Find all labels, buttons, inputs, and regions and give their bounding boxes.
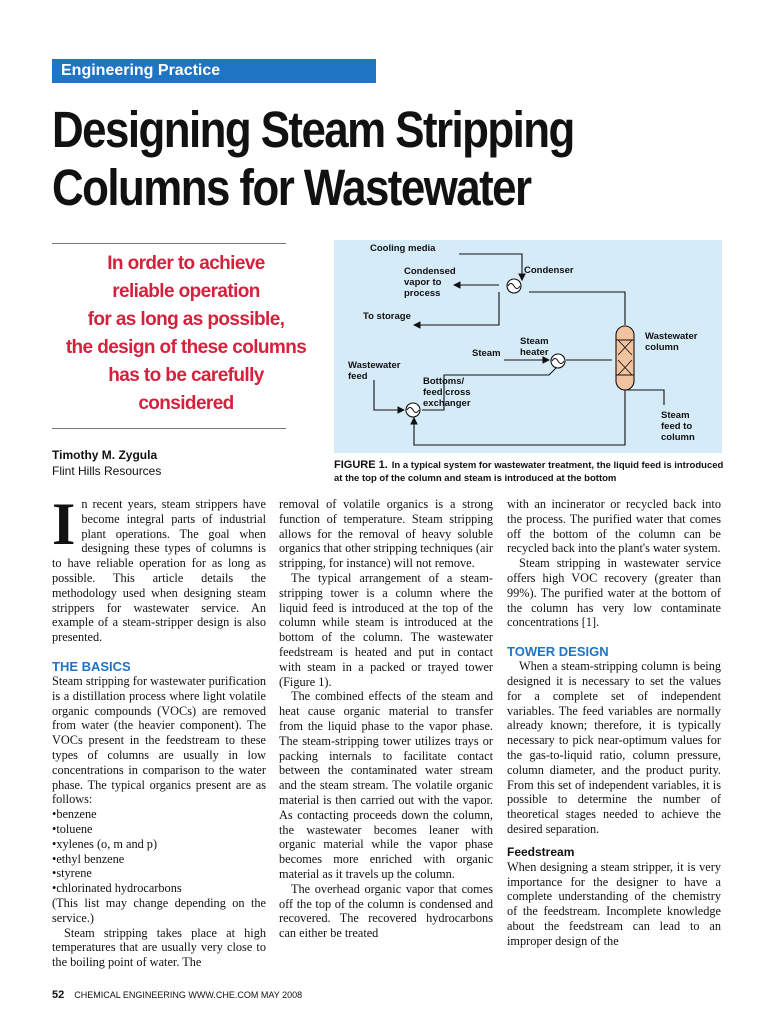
paragraph: with an incinerator or recycled back into the process. The purified water that comes off the bottom of the column can be recycled back into the plant's water system. bbox=[507, 497, 721, 556]
page-number: 52 bbox=[52, 989, 65, 1001]
paragraph: Steam stripping takes place at high temperatures that are usually very close to the boiling point of water. The bbox=[52, 925, 266, 970]
paragraph: removal of volatile organics is a strong function of temperature. Steam stripping allows for the removal of heavy soluble organics that other stripping techniques (air stripping, for instance) will not remove. bbox=[279, 497, 493, 571]
cooling-media-line bbox=[459, 254, 522, 280]
label-steam: Steam bbox=[472, 348, 501, 359]
paragraph: When a steam-stripping column is being designed it is necessary to set the values for a complete set of independent variables. The feed variables are normally already known; therefore, it is typically necessary to pick near-optimum values for the gas-to-liquid ratio, column pressure, column diameter, and the product purity. From this set of independent variables, it is possible to determine the number of theoretical stages needed to achieve the desired separation. bbox=[507, 659, 721, 836]
figure-caption-label: FIGURE 1. bbox=[334, 459, 388, 471]
label-to-storage: To storage bbox=[363, 311, 411, 322]
pullquote-line: for as long as possible, bbox=[87, 309, 285, 330]
list-item: • ethyl benzene bbox=[52, 852, 266, 867]
list-item: • styrene bbox=[52, 866, 266, 881]
label-steam-heater: Steam heater bbox=[520, 336, 549, 358]
paragraph: The overhead organic vapor that comes off the top of the column is condensed and recovered. The recovered hydrocarbons can either be treated bbox=[279, 881, 493, 941]
paragraph: When designing a steam stripper, it is very importance for the designer to have a complete understanding of the chemistry of the feedstream. Incomplete knowledge about the feedstream can lead to an improper design of the bbox=[507, 859, 721, 948]
steam-feed-line bbox=[625, 390, 664, 405]
pullquote-line: considered bbox=[138, 393, 234, 414]
label-cooling-media: Cooling media bbox=[370, 243, 436, 254]
pullquote-top-rule bbox=[52, 243, 286, 244]
subheading-feedstream: Feedstream bbox=[507, 844, 575, 859]
wastewater-column-icon bbox=[616, 326, 634, 390]
list-item: • benzene bbox=[52, 807, 266, 822]
paragraph: The combined effects of the steam and heat cause organic material to transfer from the liquid phase to the vapor phase. The steam-stripping tower utilizes trays or packing internals to facilitate contact between the contaminated water stream and the steam stream. The volatile organic material is then carried out with the vapor. As contacting proceeds down the column, the wastewater becomes leaner with organic material while the vapor phase becomes more enriched with organic material as it travels up the column. bbox=[279, 689, 493, 881]
article-title bbox=[52, 101, 637, 217]
paragraph: Steam stripping in wastewater service offers high VOC recovery (greater than 99%). The purified water at the bottom of the column has very low contaminate concentrations [1]. bbox=[507, 556, 721, 630]
figure-caption-text: In a typical system for wastewater treatment, the liquid feed is introduced at the top of the column and steam is introduced at the bottom bbox=[334, 460, 724, 484]
overhead-vapor-line bbox=[529, 292, 625, 325]
author-name: Timothy M. Zygula bbox=[52, 448, 158, 462]
paragraph: Steam stripping for wastewater purification is a distillation process where light volatile organic compounds (VOCs) are removed from water (the heavier component). The VOCs present in the feedstream to these types of columns are usually in low concentrations in comparison to the water phase. The typical organics present are as follows: bbox=[52, 673, 266, 807]
label-steam-feed: Steam feed to column bbox=[661, 410, 695, 443]
footer-text: CHEMICAL ENGINEERING WWW.CHE.COM MAY 2008 bbox=[74, 990, 303, 1000]
author-affiliation: Flint Hills Resources bbox=[52, 464, 162, 478]
pullquote bbox=[52, 250, 320, 418]
drop-cap: I bbox=[52, 491, 76, 557]
page-footer bbox=[52, 989, 302, 1001]
intro-paragraph: In recent years, steam strippers have become integral parts of industrial plant operations. The goal when designing these types of columns is to have reliable operation for as long as possible. This article details the methodology used when designing steam strippers for wastewater service. An example of a steam-stripper design is also presented. bbox=[52, 491, 266, 645]
paragraph: (This list may change depending on the service.) bbox=[52, 895, 266, 925]
label-condenser: Condenser bbox=[524, 265, 574, 276]
heading-tower-design: TOWER DESIGN bbox=[507, 644, 609, 660]
pullquote-line: In order to achieve bbox=[107, 253, 265, 274]
author-block bbox=[52, 447, 161, 479]
pullquote-line: has to be carefully bbox=[108, 365, 264, 386]
body-column-1 bbox=[52, 491, 266, 970]
label-bottoms-exchanger: Bottoms/ feed cross exchanger bbox=[423, 376, 471, 409]
figure-caption bbox=[334, 459, 724, 485]
pullquote-line: reliable operation bbox=[112, 281, 260, 302]
label-wastewater-column: Wastewater column bbox=[645, 331, 698, 353]
pullquote-bottom-rule bbox=[52, 428, 286, 429]
label-condensed-vapor: Condensed vapor to process bbox=[404, 266, 456, 299]
heading-the-basics: THE BASICS bbox=[52, 658, 131, 674]
section-label: Engineering Practice bbox=[52, 59, 376, 83]
list-item: • xylenes (o, m and p) bbox=[52, 837, 266, 852]
wastewater-feed-line bbox=[374, 380, 404, 410]
label-wastewater-feed: Wastewater feed bbox=[348, 360, 401, 382]
list-item: • chlorinated hydrocarbons bbox=[52, 881, 266, 896]
title-line-1: Designing Steam Stripping bbox=[52, 101, 574, 158]
title-line-2: Columns for Wastewater bbox=[52, 159, 531, 216]
list-item: • toluene bbox=[52, 822, 266, 837]
body-column-2 bbox=[279, 497, 493, 941]
figure-1 bbox=[334, 240, 722, 453]
pullquote-line: the design of these columns bbox=[65, 337, 307, 358]
body-column-3 bbox=[507, 497, 721, 949]
paragraph: The typical arrangement of a steam-stripping tower is a column where the liquid feed is introduced at the top of the column while steam is introduced at the bottom of the column. The wastewater feedstream is heated and put in contact with steam in a packed or trayed tower (Figure 1). bbox=[279, 570, 493, 689]
